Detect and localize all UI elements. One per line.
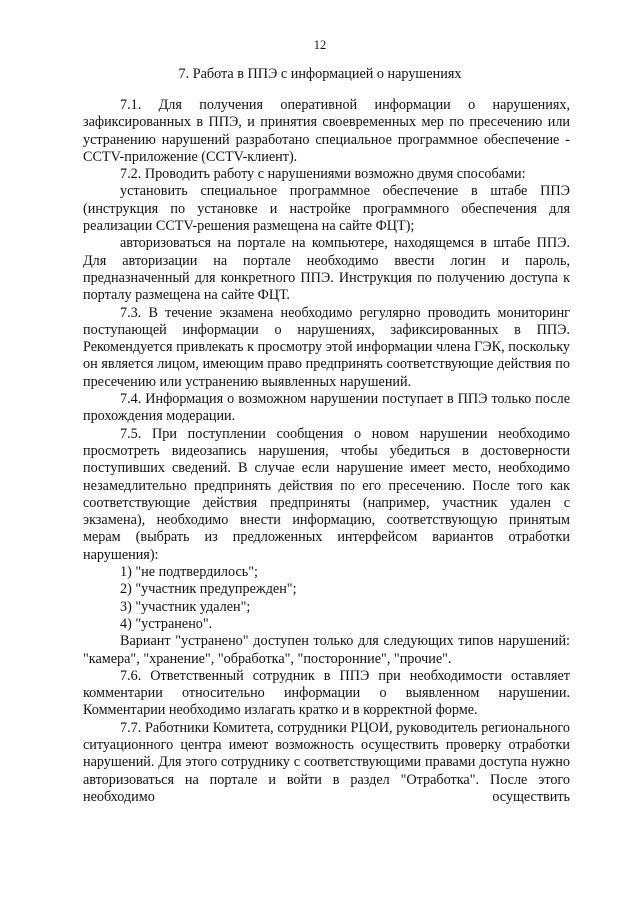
paragraph-7-1: 7.1. Для получения оперативной информации о нарушениях, зафиксированных в ППЭ, и принятия своевременных мер по пресечению или устранению нарушений разработано специальное программное обеспечение - CCTV-приложение (CCTV-клиент). — [83, 97, 570, 165]
section-title: 7. Работа в ППЭ с информацией о нарушениях — [178, 66, 462, 82]
method-install-software: установить специальное программное обеспечение в штабе ППЭ (инструкция по установке и настройке программного обеспечения для реализации CCTV-решения размещена на сайте ФЦТ); — [83, 183, 570, 235]
list-item-3: 3) "участник удален"; — [120, 598, 251, 615]
paragraph-7-3: 7.3. В течение экзамена необходимо регулярно проводить мониторинг поступающей информации о нарушениях, зафиксированных в ППЭ. Рекомендуется привлекать к просмотру этой информации члена ГЭК, поскольку он является лицом, имеющим право предпринять соответствующие действия по пресечению или устранению выявленных нарушений. — [83, 304, 570, 390]
paragraph-7-5: 7.5. При поступлении сообщения о новом нарушении необходимо просмотреть видеозапись нарушения, чтобы убедиться в достоверности поступивших сведений. В случае если нарушение имеет место, необходимо незамедлительно предпринять действия по его пресечению. После того как соответствующие действия предприняты (например, участник удален с экзамена), необходимо внести информацию, соответствующую принятым мерам (выбрать из предложенных интерфейсом вариантов отработки нарушения): — [83, 425, 570, 563]
document-body — [83, 97, 570, 806]
method-portal-login: авторизоваться на портале на компьютере, находящемся в штабе ППЭ. Для авторизации на портале необходимо ввести логин и пароль, предназначенный для конкретного ППЭ. Инструкция по получению доступа к порталу размещена на сайте ФЦТ. — [83, 235, 570, 304]
page-number: 12 — [313, 38, 327, 52]
paragraph-7-2: 7.2. Проводить работу с нарушениями возможно двумя способами: — [120, 166, 526, 183]
list-item-4: 4) "устранено". — [120, 615, 213, 632]
paragraph-7-4: 7.4. Информация о возможном нарушении поступает в ППЭ только после прохождения модерации. — [83, 391, 570, 425]
paragraph-7-6: 7.6. Ответственный сотрудник в ППЭ при необходимости оставляет комментарии относительно информации о выявленном нарушении. Комментарии необходимо излагать кратко и в корректной форме. — [83, 667, 570, 719]
list-item-1: 1) "не подтвердилось"; — [120, 564, 258, 581]
paragraph-variant-note: Вариант "устранено" доступен только для следующих типов нарушений: "камера", "хранение", "обработка", "посторонние", "прочие". — [83, 633, 570, 667]
list-item-2: 2) "участник предупрежден"; — [120, 581, 297, 598]
paragraph-7-7: 7.7. Работники Комитета, сотрудники РЦОИ, руководитель регионального ситуационного центра имеют возможность осуществить проверку отработки нарушений. Для этого сотруднику с соответствующими правами доступа нужно авторизоваться на портале и войти в раздел "Отработка". После этого необходимо осуществить — [83, 719, 570, 805]
